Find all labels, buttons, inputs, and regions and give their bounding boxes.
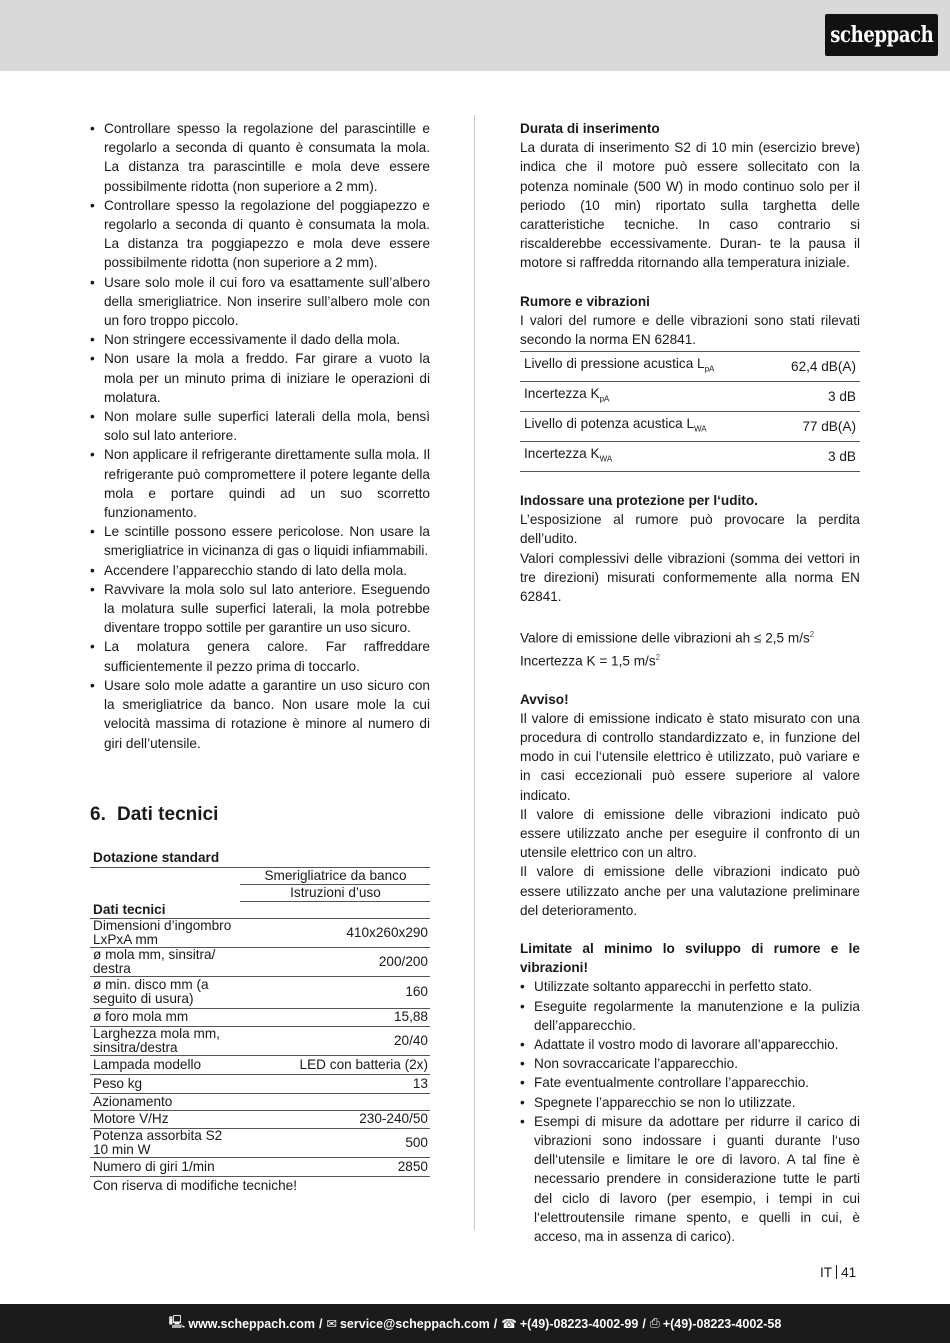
page-number-value: 41	[841, 1265, 857, 1280]
duty-cycle-heading: Durata di inserimento	[520, 121, 660, 136]
noise-table	[520, 351, 860, 472]
list-item: • Non usare la mola a freddo. Far girare a vuoto la mola per un minuto prima di iniziare le operazioni di molatura.	[90, 349, 430, 407]
table-cell: ø mola mm, sinsitra/ destra	[90, 947, 240, 976]
table-row	[520, 412, 860, 442]
left-column	[90, 119, 430, 753]
list-item: • Le scintille possono essere pericolose. Non usare la smerigliatrice in vicinanza di gas o liquidi infiammabili.	[90, 522, 430, 560]
table-cell: 230-240/50	[240, 1110, 430, 1128]
table-row	[90, 918, 430, 947]
table-row	[90, 1008, 430, 1026]
list-item: • Non applicare il refrigerante direttamente sulla mola. Il refrigerante può compromettere il potere legante della mola e portare quindi ad un suo scorretto funzionamento.	[90, 445, 430, 522]
table-cell: LED con batteria (2x)	[240, 1055, 430, 1074]
notice-heading: Avviso!	[520, 691, 569, 707]
list-item: • Usare solo mole il cui foro va esattamente sull’albero della smerigliatrice. Non inserire sull’albero mole con un foro troppo piccolo.	[90, 273, 430, 331]
table-row	[520, 352, 860, 382]
brand-logo	[825, 14, 938, 56]
vibration-emission-line: Valore di emissione delle vibrazioni ah ≤ 2,5 $m/s^2$	[520, 630, 815, 646]
list-item: • Controllare spesso la regolazione del parascintille e regolarlo a seconda di quanto è consumata la mola. La distanza tra parascintille e mola deve essere possibilmente ridotta (non superiore a 2 mm).	[90, 119, 430, 196]
list-item: • Usare solo mole adatte a garantire un uso sicuro con la smerigliatrice da banco. Non usare mole la cui velocità massima di rotazione è minore al numero di giri dell’utensile.	[90, 676, 430, 753]
table-cell: 15,88	[240, 1008, 430, 1026]
table-cell: 200/200	[240, 947, 430, 976]
page-number	[820, 1265, 856, 1280]
limit-noise-heading: Limitate al minimo lo sviluppo di rumore e le vibrazioni!	[520, 941, 860, 976]
table-cell: 410x260x290	[240, 918, 430, 947]
footer-email[interactable]: service@scheppach.com	[339, 1316, 490, 1331]
table-row	[520, 382, 860, 412]
footer-bar: 🖳 www.scheppach.com / ✉ service@scheppach.com / ☎ +(49)-08223-4002-99 / ⎙ +(49)-08223-4002-58	[0, 1304, 950, 1343]
table-cell: 160	[240, 976, 430, 1008]
noise-text: I valori del rumore e delle vibrazioni sono stati rilevati secondo la norma EN 62841.	[520, 312, 860, 348]
table-cell: Lampada modello	[90, 1055, 240, 1074]
table-row	[90, 1026, 430, 1055]
table-cell: Incertezza $K_{pA}$	[520, 382, 769, 412]
table-row	[90, 867, 430, 884]
footer-website[interactable]: www.scheppach.com	[188, 1316, 316, 1331]
table-cell: Livello di pressione acustica $L_{pA}$	[520, 352, 769, 382]
technical-note: Con riserva di modifiche tecniche!	[93, 1177, 297, 1193]
table-cell: 2850	[240, 1157, 430, 1176]
vibration-uncertainty-line: Incertezza K = 1,5 $m/s^2$	[520, 652, 661, 669]
table-cell: Larghezza mola mm, sinsitra/destra	[90, 1026, 240, 1055]
technical-data-table	[90, 849, 430, 1195]
limit-noise-list	[520, 977, 860, 1246]
list-item: • La molatura genera calore. Far raffreddare sufficientemente il pezzo prima di toccarlo.	[90, 637, 430, 675]
fax-icon: ⎙	[649, 1316, 660, 1330]
table-cell: Incertezza $K_{WA}$	[520, 442, 769, 472]
table-row	[520, 442, 860, 472]
section-heading	[90, 804, 218, 826]
table-row	[90, 1055, 430, 1074]
footer-fax: +(49)-08223-4002-58	[662, 1316, 782, 1331]
mail-icon: ✉	[326, 1317, 337, 1331]
list-item: • Eseguite regolarmente la manutenzione e la pulizia dell’apparecchio.	[520, 997, 860, 1035]
table-cell: Peso kg	[90, 1074, 240, 1093]
header-band	[0, 0, 950, 71]
notice-paragraph: Il valore di emissione indicato è stato misurato con una procedura di controllo standardizzato e, in funzione del modo in cui l‘utensile elettrico è utilizzato, può variare e in casi eccezionali può essere superiore al valore indicato.	[520, 710, 860, 803]
table-cell: ø min. disco mm (a seguito di usura)	[90, 976, 240, 1008]
table-row	[90, 884, 430, 901]
safety-bullet-list	[90, 119, 430, 753]
table-cell: Numero di giri 1/min	[90, 1157, 240, 1176]
drive-heading: Azionamento	[90, 1093, 430, 1110]
table-row	[90, 976, 430, 1008]
table-cell: 62,4 dB(A)	[769, 352, 860, 382]
hearing-protection-text: L’esposizione al rumore può provocare la perdita dell’udito.	[520, 512, 860, 547]
brand-logo-text: scheppach	[829, 22, 934, 48]
notice-paragraph: Il valore di emissione delle vibrazioni indicato può essere utilizzato anche per eseguire il confronto di un utensile elettrico con un altro.	[520, 806, 860, 861]
section-title: Dati tecnici	[117, 804, 219, 825]
list-item: • Spegnete l’apparecchio se non lo utilizzate.	[520, 1093, 860, 1112]
section-number: 6.	[90, 804, 106, 825]
list-item: • Fate eventualmente controllare l’apparecchio.	[520, 1073, 860, 1092]
column-divider	[474, 115, 475, 1230]
list-item: • Controllare spesso la regolazione del poggiapezzo e regolarlo a seconda di quanto è consumata la mola. La distanza tra poggiapezzo e mola deve essere possibilmente ridotta (non superiore a 2 mm).	[90, 196, 430, 273]
list-item: • Non stringere eccessivamente il dado della mola.	[90, 330, 430, 349]
table-cell: Potenza assorbita S2 10 min W	[90, 1128, 240, 1157]
list-item: • Non molare sulle superfici laterali della mola, bensì solo sul lato anteriore.	[90, 407, 430, 445]
table-row	[90, 901, 430, 918]
notice-paragraph: Il valore di emissione delle vibrazioni indicato può essere utilizzato anche per una valutazione preliminare del deterioramento.	[520, 864, 860, 918]
table-cell: Dimensioni d’ingombro LxPxA mm	[90, 918, 240, 947]
phone-icon: ☎	[501, 1317, 517, 1331]
table-row	[90, 1074, 430, 1093]
table-cell: Livello di potenza acustica $L_{WA}$	[520, 412, 769, 442]
list-item: • Non sovraccaricate l’apparecchio.	[520, 1054, 860, 1073]
list-item: • Ravvivare la mola solo sul lato anteriore. Eseguendo la molatura sulle superfici laterali, la mola potrebbe diventare troppo sottile per garantire un uso sicuro.	[90, 580, 430, 638]
table-cell: 20/40	[240, 1026, 430, 1055]
computer-icon: 🖳	[168, 1315, 186, 1329]
list-item: • Accendere l’apparecchio stando di lato della mola.	[90, 561, 430, 580]
footer-phone[interactable]: +(49)-08223-4002-99	[519, 1316, 639, 1331]
page-separator	[836, 1265, 837, 1279]
table-cell: 77 dB(A)	[769, 412, 860, 442]
list-item: • Utilizzate soltanto apparecchi in perfetto stato.	[520, 977, 860, 996]
right-column	[520, 119, 860, 1246]
standard-equipment-heading: Dotazione standard	[90, 849, 430, 867]
duty-cycle-text: La durata di inserimento S2 di 10 min (esercizio breve) indica che il motore può essere sollecitato con la potenza nominale (500 W) in modo continuo solo per il periodo (10 min) riportato sulla targhetta delle caratteristiche tecniche. In caso contrario si riscalderebbe eccessivamente. Duran- te la pausa il motore si raffredda ritornando alla temperatura iniziale.	[520, 140, 860, 271]
table-cell: 13	[240, 1074, 430, 1093]
table-cell: ø foro mola mm	[90, 1008, 240, 1026]
page-language: IT	[820, 1265, 833, 1280]
table-cell: 500	[240, 1128, 430, 1157]
list-item: • Adattate il vostro modo di lavorare all’apparecchio.	[520, 1035, 860, 1054]
table-cell: Istruzioni d’uso	[240, 884, 430, 901]
table-row	[90, 947, 430, 976]
noise-heading: Rumore e vibrazioni	[520, 293, 650, 309]
table-cell: Smerigliatrice da banco	[240, 867, 430, 884]
table-row	[90, 849, 430, 867]
table-row	[90, 1176, 430, 1195]
table-row	[90, 1157, 430, 1176]
table-cell: 3 dB	[769, 382, 860, 412]
technical-data-heading: Dati tecnici	[90, 901, 430, 918]
table-row	[90, 1110, 430, 1128]
table-cell: Motore V/Hz	[90, 1110, 240, 1128]
vibration-text: Valori complessivi delle vibrazioni (somma dei vettori in tre direzioni) misurati conformemente alla norma EN 62841.	[520, 550, 860, 604]
table-row	[90, 1128, 430, 1157]
list-item: • Esempi di misure da adottare per ridurre il carico di vibrazioni sono indossare i guanti durante l‘uso dell‘utensile e limitare le ore di lavoro. A tal fine è necessario prendere in considerazione tutte le parti del ciclo di lavoro (per esempio, i tempi in cui l‘elettroutensile rimane spento, e quelli in cui, è acceso, ma in assenza di carico).	[520, 1112, 860, 1246]
table-row	[90, 1093, 430, 1110]
hearing-protection-heading: Indossare una protezione per l‘udito.	[520, 492, 758, 508]
table-cell: 3 dB	[769, 442, 860, 472]
